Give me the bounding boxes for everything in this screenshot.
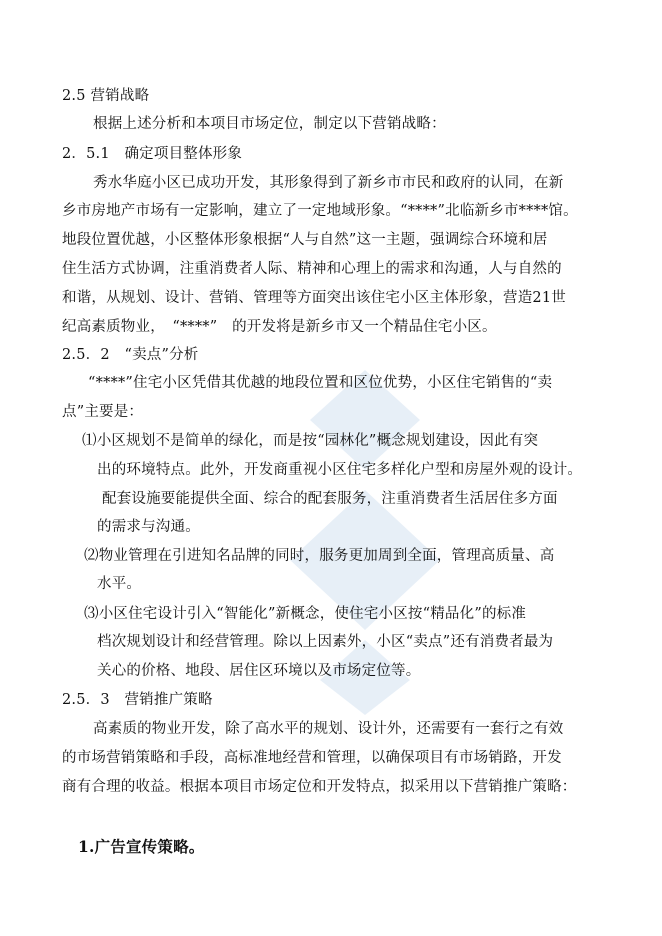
list-item-1-cont: 配套设施要能提供全面、综合的配套服务，注重消费者生活居住多方面	[102, 491, 558, 507]
paragraph-line: 和谐，从规划、设计、营销、管理等方面突出该住宅小区主体形象，营造21世	[62, 290, 566, 306]
list-item-2-cont: 水平。	[97, 576, 142, 592]
paragraph-line: 商有合理的收益。根据本项目市场定位和开发特点，拟采用以下营销推广策略：	[62, 779, 577, 795]
paragraph-line: 乡市房地产市场有一定影响，建立了一定地域形象。“****”北临新乡市****馆。	[62, 203, 578, 219]
paragraph-intro: 根据上述分析和本项目市场定位，制定以下营销战略：	[93, 116, 446, 132]
paragraph-line: 点”主要是：	[62, 404, 144, 420]
heading-2-5: 2.5 营销战略	[62, 88, 150, 104]
paragraph-line: 的市场营销策略和手段，高标准地经营和管理，以确保项目有市场销路，开发	[62, 750, 562, 766]
list-item-1: ⑴小区规划不是简单的绿化，而是按“园林化”概念规划建设，因此有突	[82, 433, 539, 449]
heading-2-5-1: 2．5.1 确定项目整体形象	[62, 146, 243, 162]
list-item-3: ⑶小区住宅设计引入“智能化”新概念，使住宅小区按“精品化”的标准	[84, 606, 527, 622]
paragraph-line: 秀水华庭小区已成功开发，其形象得到了新乡市市民和政府的认同，在新	[93, 175, 564, 191]
paragraph-line: “****”住宅小区凭借其优越的地段位置和区位优势，小区住宅销售的“卖	[88, 375, 553, 391]
heading-advertising-strategy: 1.广告宣传策略。	[78, 837, 205, 856]
list-item-3-cont: 档次规划设计和经营管理。除以上因素外，小区“卖点”还有消费者最为	[97, 634, 554, 650]
list-item-1-cont: 的需求与沟通。	[97, 519, 200, 535]
heading-2-5-2: 2.5．2 “卖点”分析	[62, 347, 199, 363]
paragraph-line: 住生活方式协调，注重消费者人际、精神和心理上的需求和沟通，人与自然的	[62, 261, 562, 277]
heading-2-5-3: 2.5．3 营销推广策略	[62, 692, 213, 708]
paragraph-line: 高素质的物业开发，除了高水平的规划、设计外，还需要有一套行之有效	[93, 721, 564, 737]
paragraph-line: 地段位置优越，小区整体形象根据“人与自然”这一主题，强调综合环境和居	[62, 232, 548, 248]
list-item-3-cont: 关心的价格、地段、居住区环境以及市场定位等。	[97, 663, 421, 679]
paragraph-line: 纪高素质物业， “****” 的开发将是新乡市又一个精品住宅小区。	[62, 319, 497, 335]
list-item-1-cont: 出的环境特点。此外，开发商重视小区住宅多样化户型和房屋外观的设计。	[97, 462, 583, 478]
list-item-2: ⑵物业管理在引进知名品牌的同时，服务更加周到全面，管理高质量、高	[84, 548, 555, 564]
